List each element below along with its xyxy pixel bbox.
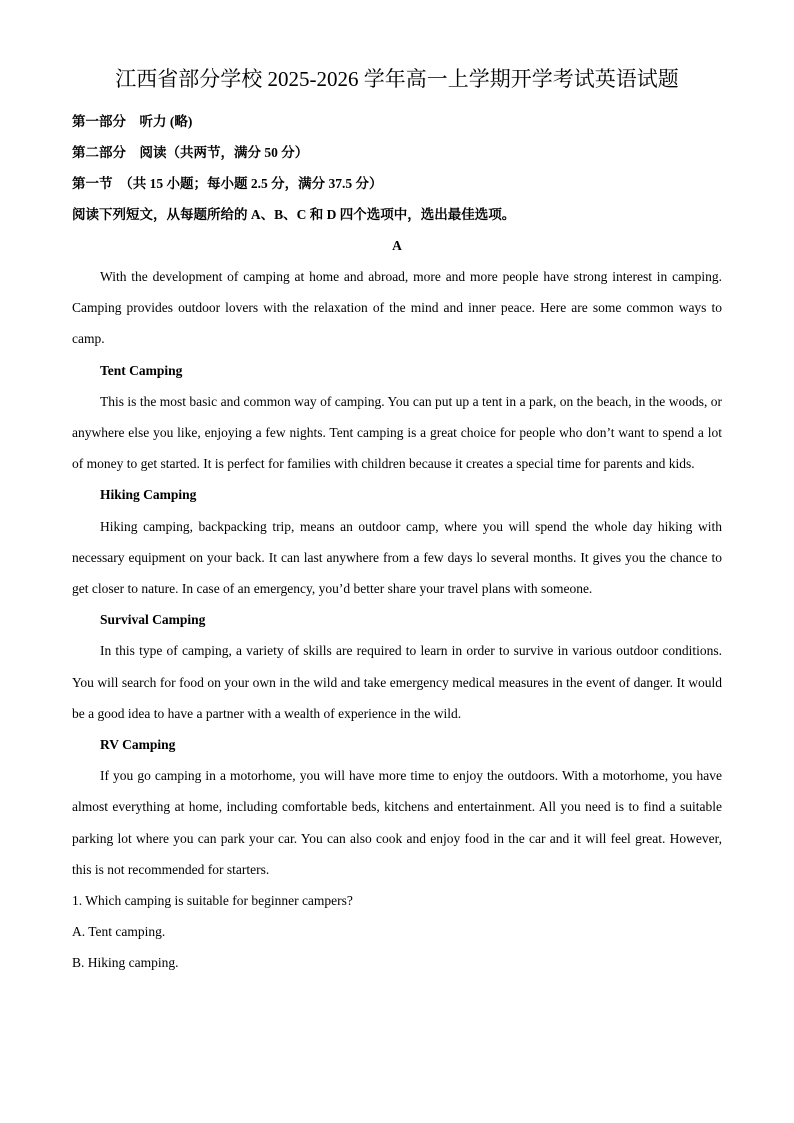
tent-camping-text: This is the most basic and common way of camping. You can put up a tent in a park, on the beach, in the woods, or anywhere else you like, enjoying a few nights. Tent camping is a great choice for people who don’t want to spend a lot of money to get started. It is perfect for families with children because it creates a special time for parents and kids. <box>72 393 722 472</box>
part-two-heading: 第二部分 阅读（共两节，满分 50 分） <box>72 145 309 160</box>
exam-title: 江西省部分学校 2025-2026 学年高一上学期开学考试英语试题 <box>115 67 679 91</box>
tent-camping-heading: Tent Camping <box>100 362 183 378</box>
reading-instruction: 阅读下列短文，从每题所给的 A、B、C 和 D 四个选项中，选出最佳选项。 <box>72 207 516 222</box>
passage-letter: A <box>392 238 402 253</box>
question-1-option-b: B. Hiking camping. <box>72 955 179 971</box>
part-one-heading: 第一部分 听力 (略) <box>72 114 193 129</box>
passage-intro: With the development of camping at home and abroad, more and more people have strong interest in camping. Camping provides outdoor lovers with the relaxation of the mind and inner peace. Here are some common ways to camp. <box>72 269 722 347</box>
hiking-camping-text: Hiking camping, backpacking trip, means an outdoor camp, where you will spend the whole day hiking with necessary equipment on your back. It can last anywhere from a few days lo several months. It gives you the chance to get closer to nature. In case of an emergency, you’d better share your travel plans with someone. <box>72 518 722 597</box>
rv-camping-heading: RV Camping <box>100 737 176 753</box>
question-1-stem: 1. Which camping is suitable for beginner campers? <box>72 893 353 909</box>
hiking-camping-heading: Hiking Camping <box>100 487 197 503</box>
section-one-heading: 第一节 （共 15 小题；每小题 2.5 分，满分 37.5 分） <box>72 176 383 191</box>
survival-camping-text: In this type of camping, a variety of skills are required to learn in order to survive in various outdoor conditions. You will search for food on your own in the wild and take emergency medical measures in the event of danger. It would be a good idea to have a partner with a wealth of experience in the wild. <box>72 643 722 721</box>
survival-camping-heading: Survival Camping <box>100 612 206 628</box>
question-1-option-a: A. Tent camping. <box>72 924 166 940</box>
rv-camping-text: If you go camping in a motorhome, you will have more time to enjoy the outdoors. With a motorhome, you have almost everything at home, including comfortable beds, kitchens and entertainment. All you need is to find a suitable parking lot where you can park your car. You can also cook and enjoy food in the car and it will feel great. However, this is not recommended for starters. <box>72 768 722 877</box>
